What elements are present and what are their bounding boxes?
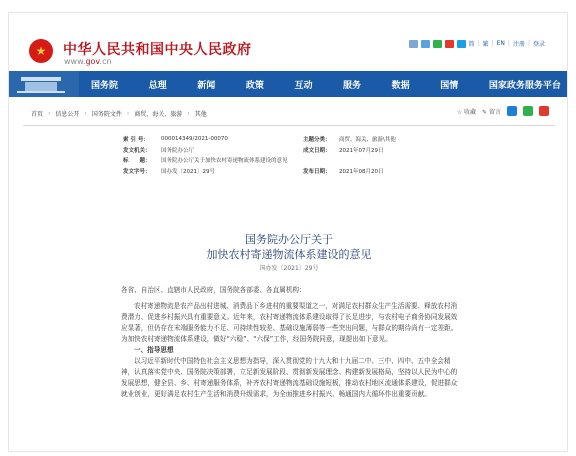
link-login[interactable]: 登录 [532, 41, 545, 48]
meta-written-value: 2021年07月29日 [339, 147, 384, 154]
link-traditional[interactable]: 繁 [482, 41, 489, 48]
meta-pub-value: 2021年08月20日 [339, 168, 384, 175]
document-number: 国办发〔2021〕29号 [259, 265, 319, 272]
page-tools [457, 106, 549, 116]
document-title-line1: 国务院办公厅关于 [245, 233, 333, 246]
breadcrumb [9, 105, 568, 121]
link-english[interactable]: EN [496, 40, 505, 47]
link-simplified[interactable]: 简 [468, 41, 475, 48]
document-body [121, 285, 461, 400]
meta-docno-value: 国办发〔2021〕29号 [161, 168, 215, 175]
site-title[interactable]: 中华人民共和国中央人民政府 [63, 42, 252, 58]
nav-item-data[interactable]: 数据 [391, 80, 410, 91]
nav-item-national-info[interactable]: 国情 [440, 80, 459, 91]
nav-item-services[interactable]: 服务 [343, 80, 362, 91]
print-icon[interactable] [507, 106, 517, 116]
favorite-button[interactable]: ☆ 收藏 [456, 108, 477, 116]
meta-topic-value: 商贸、海关、旅游\其他 [339, 137, 396, 144]
site-url: www.gov.cn [64, 57, 112, 66]
national-emblem-logo[interactable] [29, 39, 53, 63]
document-meta-table [123, 134, 453, 176]
breadcrumb-category[interactable]: 商贸、海关、旅游 [134, 110, 183, 118]
nav-item-state-council[interactable]: 国务院 [91, 80, 119, 91]
divider [23, 125, 555, 126]
star-outline-icon: ☆ [456, 108, 463, 116]
pencil-icon: ✎ [482, 108, 488, 116]
browser-page [8, 12, 568, 452]
meta-index-value: 000014349/2021-00070 [161, 136, 228, 143]
site-header [9, 13, 567, 71]
section-heading: 一、指导思想 [134, 346, 174, 354]
meta-label: 发文机关： [123, 147, 151, 154]
nav-item-premier[interactable]: 总理 [148, 80, 167, 91]
chevron-right-icon: › [84, 109, 87, 117]
nav-item-policy[interactable]: 政策 [245, 80, 264, 91]
comment-button[interactable]: ✎ 留言 [482, 108, 501, 116]
meta-label: 主题分类： [303, 137, 331, 144]
breadcrumb-info-disclosure[interactable]: 信息公开 [55, 110, 80, 118]
nav-item-interaction[interactable]: 互动 [294, 80, 313, 91]
main-nav [9, 71, 568, 97]
chevron-right-icon: › [48, 109, 51, 117]
breadcrumb-other[interactable]: 其他 [194, 110, 207, 118]
greeting: 各省、自治区、直辖市人民政府，国务院各部委、各直属机构： [121, 286, 306, 294]
meta-label: 成文日期： [303, 147, 331, 154]
top-links: 简 | 繁 | EN | 注册 | 登录 [409, 39, 545, 48]
mail-icon[interactable] [409, 40, 418, 48]
link-register[interactable]: 注册 [512, 41, 525, 48]
wechat-icon[interactable] [433, 40, 442, 48]
document-title-line2: 加快农村寄递物流体系建设的意见 [206, 248, 372, 261]
breadcrumb-home[interactable]: 首页 [31, 110, 44, 118]
nav-item-news[interactable]: 新闻 [197, 80, 216, 91]
breadcrumb-state-council-docs[interactable]: 国务院文件 [91, 110, 122, 118]
wechat-share-icon[interactable] [523, 106, 533, 116]
phone-icon[interactable] [457, 40, 466, 48]
chevron-right-icon: › [187, 109, 190, 117]
weibo-share-icon[interactable] [539, 106, 549, 116]
app-icon[interactable] [421, 40, 430, 48]
paragraph: 以习近平新时代中国特色社会主义思想为指导，深入贯彻党的十九大和十九届二中、三中、四中、五中全会精神，认真落实党中央、国务院决策部署，立足新发展阶段、贯彻新发展理念、构建新发展格局，坚持以人民为中心的发展思想，健全县、乡、村寄递服务体系，补齐农村寄递物流基础设施短板，推动农村地区流通体系建设，促进群众就业创业，更好满足农村生产生活和消费升级需求，为全面推进乡村振兴、畅通国内大循环作出重要贡献。 [121, 357, 458, 398]
meta-label: 索 引 号： [123, 137, 149, 144]
meta-label: 发布日期： [303, 168, 331, 175]
meta-issuer-value: 国务院办公厅 [161, 147, 195, 154]
star-icon: ★ [35, 44, 47, 58]
meta-label: 发文字号： [123, 168, 151, 175]
nav-item-service-platform[interactable]: 国家政务服务平台 [488, 80, 561, 91]
meta-label: 标 题： [123, 158, 151, 165]
weibo-icon[interactable] [445, 40, 454, 48]
chevron-right-icon: › [126, 109, 130, 117]
tiananmen-icon [9, 71, 79, 97]
meta-title-value: 国务院办公厅关于加快农村寄递物流体系建设的意见 [161, 158, 288, 165]
paragraph: 农村寄递物流是农产品出村进城、消费品下乡进村的重要渠道之一，对满足农村群众生产生活需要、释放农村消费潜力、促进乡村振兴具有重要意义。近年来，农村寄递物流体系建设取得了长足进步，与农村电子商务协同发展效应显著，但仍存在末端服务能力不足、可持续性较差、基础设施薄弱等一些突出问题，与群众的期待尚有一定差距。为加快农村寄递物流体系建设，做好“六稳”、“六保”工作，经国务院同意，现提出如下意见。 [121, 302, 458, 343]
